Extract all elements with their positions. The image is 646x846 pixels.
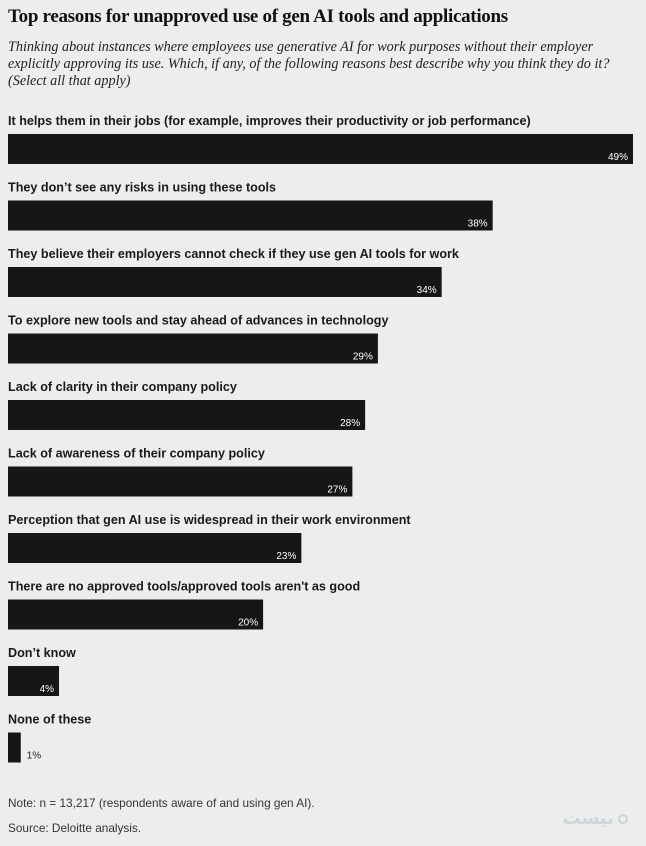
value-label: 28% — [340, 418, 361, 429]
watermark-dot-icon — [618, 814, 628, 824]
bar — [8, 733, 21, 763]
value-label: 20% — [238, 617, 259, 629]
bar — [8, 400, 365, 430]
bar — [8, 533, 301, 563]
category-label: Lack of clarity in their company policy — [8, 380, 237, 394]
category-label: They believe their employers cannot check if they use gen AI tools for work — [8, 247, 459, 261]
category-label: They don’t see any risks in using these tools — [8, 180, 277, 195]
chart-title: Top reasons for unapproved use of gen AI tools and applications — [8, 6, 508, 27]
category-label: None of these — [8, 712, 92, 727]
category-label: Lack of awareness of their company policy — [8, 446, 265, 461]
value-label: 34% — [416, 285, 437, 296]
value-label: 23% — [276, 551, 297, 562]
value-label: 27% — [327, 484, 348, 496]
category-label: There are no approved tools/approved tools aren't as good — [8, 579, 361, 594]
bar — [8, 134, 633, 164]
bar — [8, 467, 352, 497]
value-label: 4% — [39, 684, 55, 695]
category-label: Perception that gen AI use is widespread in their work environment — [8, 513, 411, 527]
watermark-text: بیست — [562, 808, 614, 829]
category-label: To explore new tools and stay ahead of advances in technology — [8, 313, 389, 328]
value-label: 29% — [352, 351, 373, 363]
value-label: 38% — [467, 218, 488, 230]
footnote: Note: n = 13,217 (respondents aware of and using gen AI). — [8, 796, 315, 810]
category-label: It helps them in their jobs (for example, improves their productivity or job performance) — [8, 114, 531, 128]
value-label: 49% — [607, 152, 628, 163]
bar — [8, 334, 378, 364]
watermark-logo — [563, 808, 628, 829]
value-label: 1% — [26, 750, 42, 762]
bar — [8, 267, 442, 297]
bar — [8, 600, 263, 630]
chart-subtitle: Thinking about instances where employees use generative AI for work purposes without their employer explicitly approving its use. Which, if any, of the following reasons best describe why you think they do it? (Select all that apply) — [8, 39, 610, 89]
source-note: Source: Deloitte analysis. — [8, 821, 142, 835]
bar — [8, 201, 493, 231]
category-label: Don’t know — [8, 646, 76, 660]
